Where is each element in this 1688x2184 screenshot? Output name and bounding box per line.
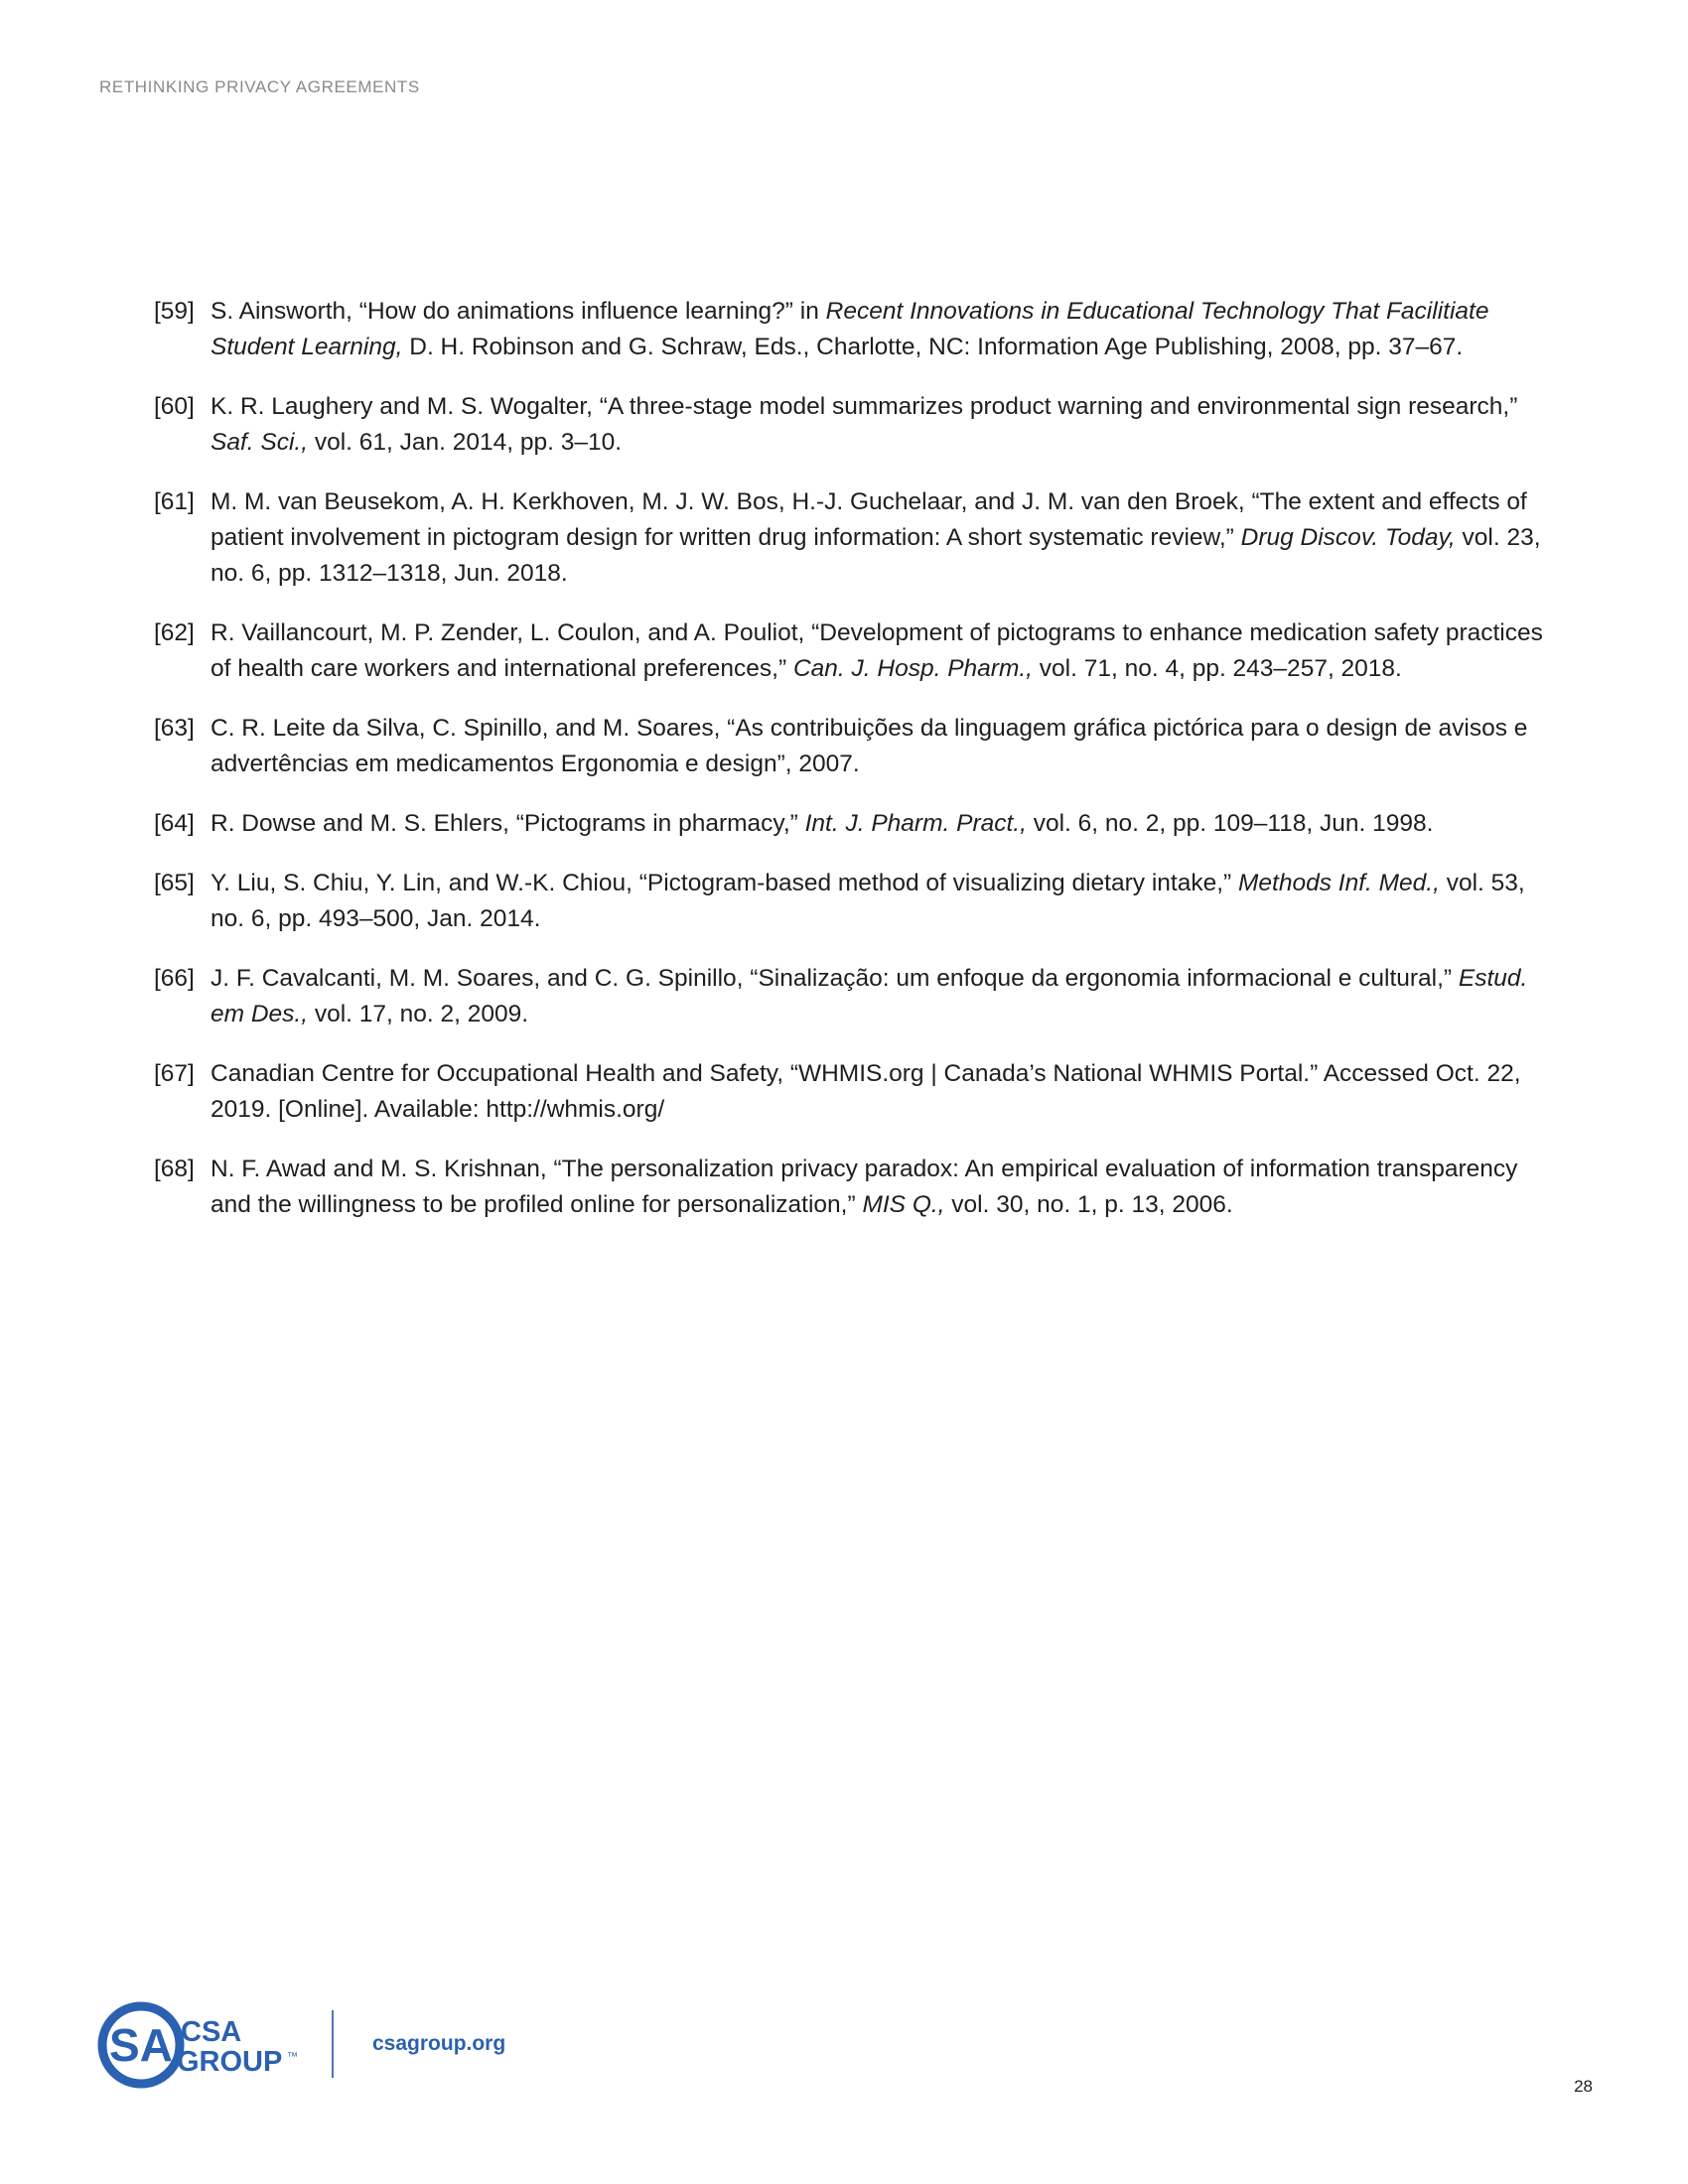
reference-number: [68] (154, 1156, 195, 1182)
reference-item (154, 484, 1544, 592)
logo-trademark: ™ (287, 2051, 298, 2063)
logo-line-csa: CSA (181, 2016, 242, 2048)
footer-divider (332, 2010, 334, 2078)
reference-text-segment: vol. 53, no. 6, pp. 493–500, Jan. 2014. (211, 870, 1525, 932)
reference-text-segment: R. Dowse and M. S. Ehlers, “Pictograms in pharmacy,” (211, 810, 805, 837)
reference-item (154, 294, 1544, 365)
reference-text-segment: J. F. Cavalcanti, M. M. Soares, and C. G. Spinillo, “Sinalização: um enfoque da ergonomia informacional e cultural,” (211, 965, 1459, 992)
reference-text (211, 715, 1527, 777)
reference-text (211, 393, 1517, 456)
reference-text (211, 619, 1543, 682)
running-header: RETHINKING PRIVACY AGREEMENTS (99, 77, 420, 96)
reference-text (211, 1156, 1517, 1218)
reference-text-segment: K. R. Laughery and M. S. Wogalter, “A three-stage model summarizes product warning and environmental sign research,” (211, 393, 1518, 420)
reference-text-segment: vol. 6, no. 2, pp. 109–118, Jun. 1998. (1026, 810, 1434, 837)
reference-item (154, 615, 1544, 687)
reference-text-segment: vol. 71, no. 4, pp. 243–257, 2018. (1032, 655, 1402, 682)
reference-text (211, 488, 1541, 587)
reference-text (211, 1060, 1521, 1123)
reference-item (154, 961, 1544, 1032)
reference-text-segment: S. Ainsworth, “How do animations influence learning?” in (211, 298, 826, 325)
reference-text-segment: R. Vaillancourt, M. P. Zender, L. Coulon, and A. Pouliot, “Development of pictograms to enhance medication safety practices of health care workers and international preferences,” (211, 619, 1543, 682)
reference-number: [65] (154, 870, 195, 896)
reference-source-title: Drug Discov. Today, (1240, 524, 1456, 551)
reference-text (211, 298, 1488, 360)
reference-text-segment: M. M. van Beusekom, A. H. Kerkhoven, M. J. W. Bos, H.-J. Guchelaar, and J. M. van den Broek, “The extent and effects of patient involvement in pictogram design for written drug information: A short systematic review,” (211, 488, 1527, 551)
reference-number: [63] (154, 715, 195, 742)
reference-number: [67] (154, 1060, 195, 1087)
reference-item (154, 1152, 1544, 1223)
reference-list (154, 294, 1544, 1247)
reference-number: [66] (154, 965, 195, 992)
reference-source-title: Methods Inf. Med., (1237, 870, 1440, 896)
reference-item (154, 389, 1544, 461)
logo-line-group: GROUP (177, 2046, 283, 2078)
reference-text-segment: vol. 23, no. 6, pp. 1312–1318, Jun. 2018. (211, 524, 1541, 587)
reference-text-segment: C. R. Leite da Silva, C. Spinillo, and M. Soares, “As contribuições da linguagem gráfica pictórica para o design de avisos e advertências em medicamentos Ergonomia e design”, 2007. (211, 715, 1528, 777)
reference-source-title: MIS Q., (862, 1191, 945, 1218)
reference-text-segment: Canadian Centre for Occupational Health and Safety, “WHMIS.org | Canada’s National WHMIS Portal.” Accessed Oct. 22, 2019. [Online]. Available: http://whmis.org/ (211, 1060, 1521, 1123)
website-link[interactable]: csagroup.org (372, 2032, 506, 2055)
reference-number: [62] (154, 619, 195, 646)
reference-text-segment: N. F. Awad and M. S. Krishnan, “The personalization privacy paradox: An empirical evaluation of information transparency and the willingness to be profiled online for personalization,” (211, 1156, 1518, 1218)
reference-number: [61] (154, 488, 195, 515)
reference-source-title: Can. J. Hosp. Pharm., (792, 655, 1033, 682)
reference-source-title: Saf. Sci., (211, 429, 309, 456)
reference-text-segment: vol. 30, no. 1, p. 13, 2006. (944, 1191, 1233, 1218)
reference-text-segment: vol. 17, no. 2, 2009. (308, 1001, 529, 1027)
reference-source-title: Recent Innovations in Educational Technology That Facilitiate Student Learning, (211, 298, 1489, 360)
reference-text-segment: Y. Liu, S. Chiu, Y. Lin, and W.-K. Chiou, “Pictogram-based method of visualizing dietary intake,” (211, 870, 1238, 896)
reference-source-title: Estud. em Des., (211, 965, 1528, 1027)
reference-text (211, 870, 1525, 932)
csa-group-logo (97, 2000, 302, 2090)
reference-text-segment: vol. 61, Jan. 2014, pp. 3–10. (308, 429, 623, 456)
reference-number: [59] (154, 298, 195, 325)
page-number: 28 (1574, 2077, 1593, 2096)
reference-text (211, 965, 1527, 1027)
reference-text-segment: D. H. Robinson and G. Schraw, Eds., Charlotte, NC: Information Age Publishing, 2008, pp. 37–67. (402, 334, 1464, 360)
logo-seal-text: SA (109, 2019, 173, 2071)
reference-source-title: Int. J. Pharm. Pract., (804, 810, 1027, 837)
reference-item (154, 711, 1544, 782)
reference-item (154, 1056, 1544, 1128)
reference-item (154, 806, 1544, 842)
reference-number: [60] (154, 393, 195, 420)
reference-item (154, 866, 1544, 937)
reference-text (211, 810, 1433, 837)
reference-number: [64] (154, 810, 195, 837)
